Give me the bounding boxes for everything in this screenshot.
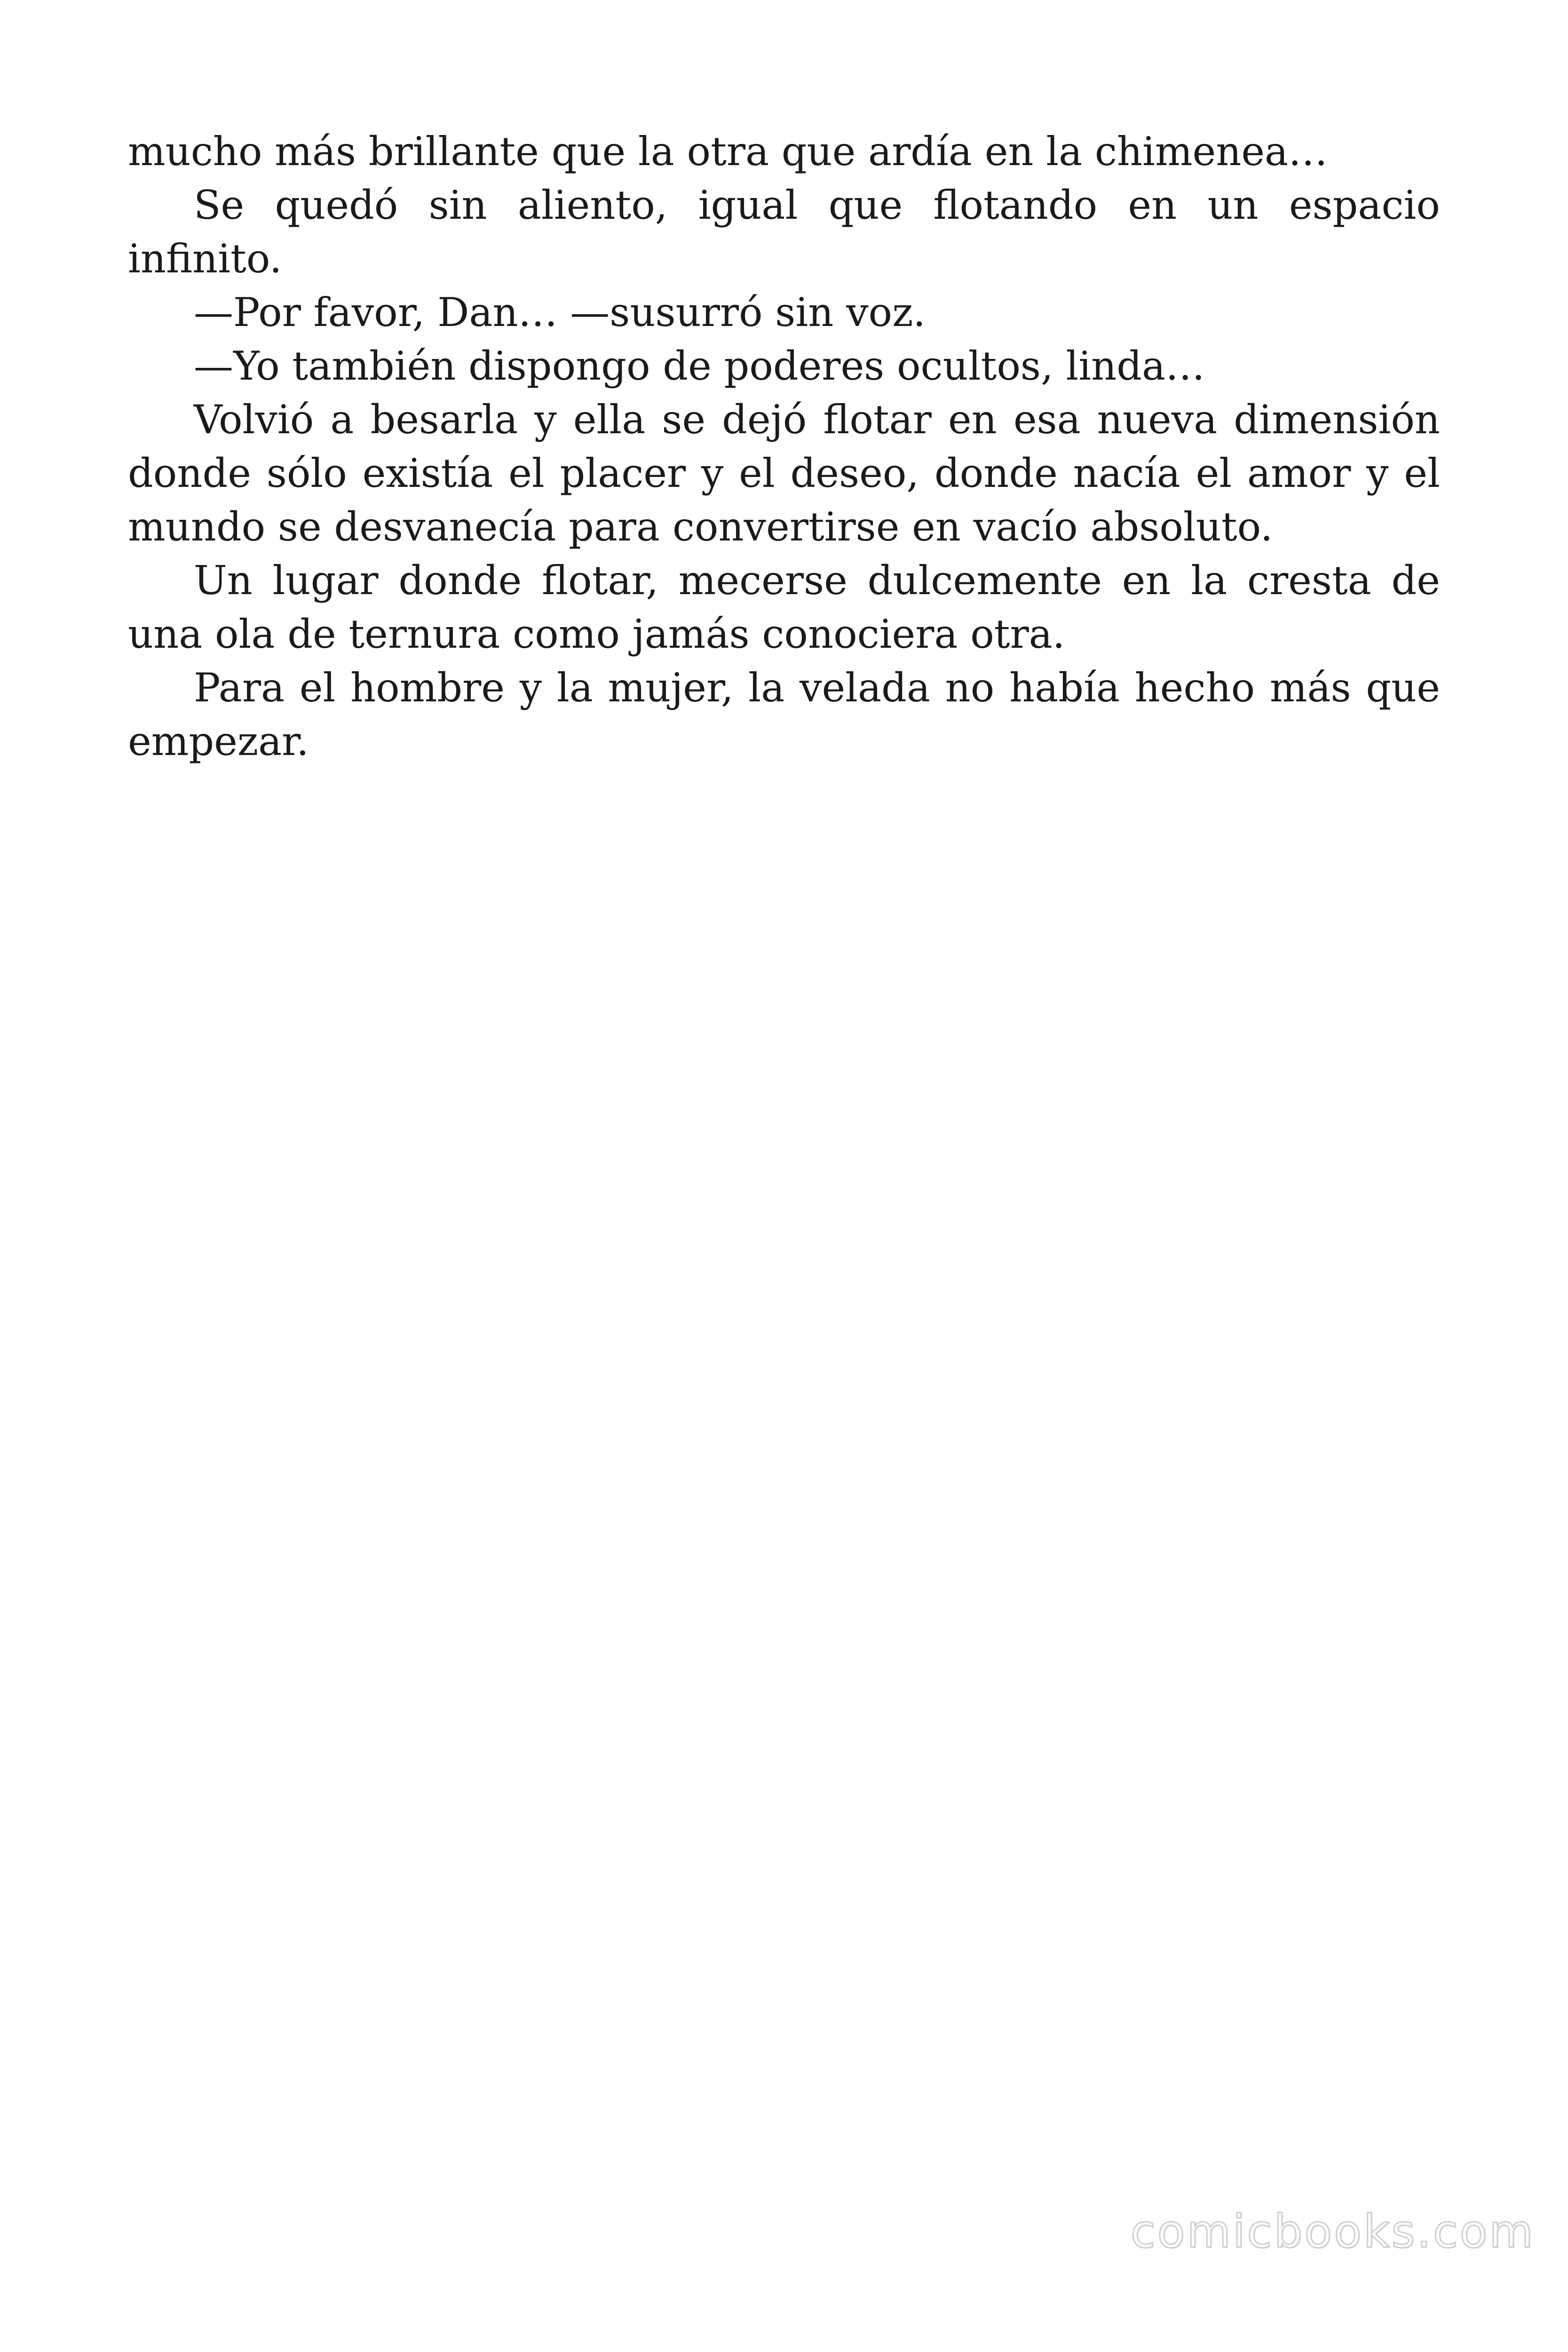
watermark: comicbooks.com (1130, 2205, 1535, 2258)
page-body (128, 125, 1440, 768)
paragraph-continuation: mucho más brillante que la otra que ardía en la chimenea… (128, 128, 1328, 175)
dialogue-line: —Por favor, Dan… —susurró sin voz. (194, 289, 926, 335)
paragraph: Volvió a besarla y ella se dejó flotar en esa nueva dimensión donde sólo existía el placer y el deseo, donde nacía el amor y el mundo se desvanecía para convertirse en vacío absoluto. (128, 397, 1440, 550)
paragraph: Un lugar donde flotar, mecerse dulcemente en la cresta de una ola de ternura como jamás conociera otra. (128, 557, 1440, 657)
paragraph: Se quedó sin aliento, igual que flotando en un espacio infinito. (128, 182, 1440, 282)
paragraph: Para el hombre y la mujer, la velada no había hecho más que empezar. (128, 665, 1440, 764)
dialogue-line: —Yo también dispongo de poderes ocultos, linda… (194, 343, 1205, 389)
